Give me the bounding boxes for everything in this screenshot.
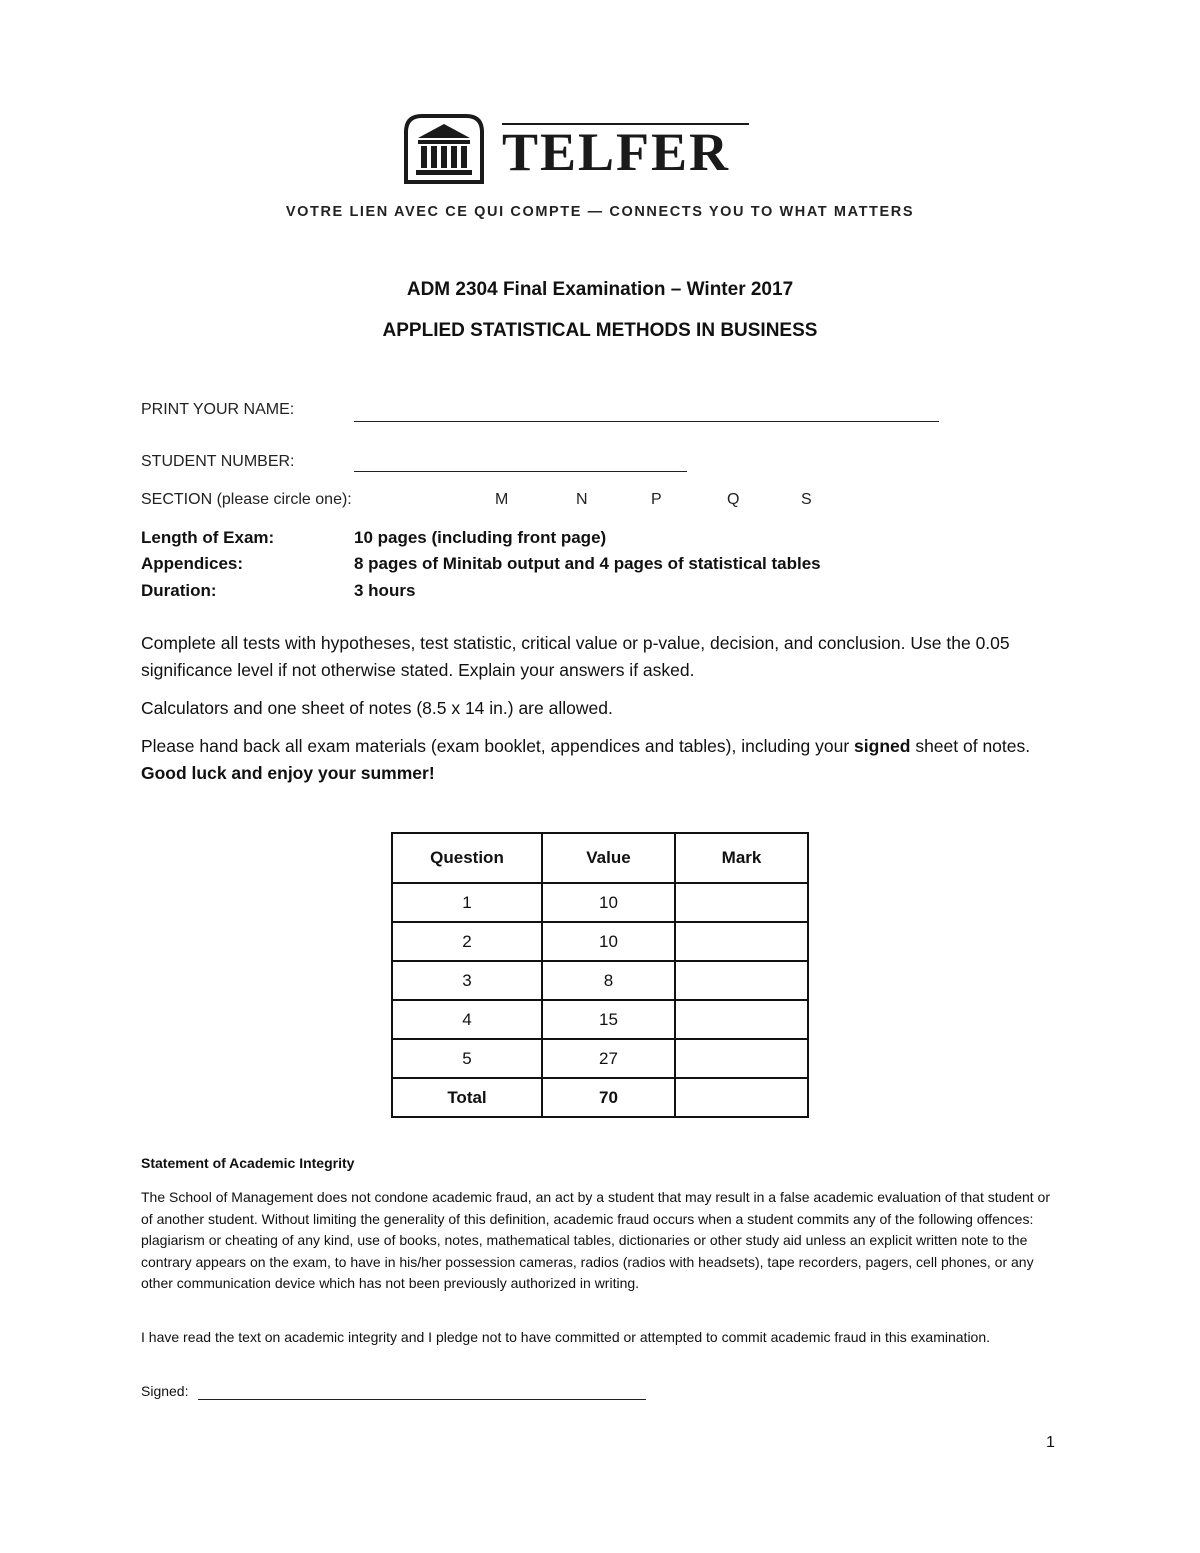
table-row: [392, 1039, 808, 1078]
name-field[interactable]: [354, 421, 939, 422]
integrity-paragraph-2: I have read the text on academic integrity and I pledge not to have committed or attempted to commit academic fraud in this examination.: [141, 1329, 991, 1345]
header-question: Question: [392, 833, 542, 883]
cell-mark[interactable]: [675, 961, 808, 1000]
name-label: PRINT YOUR NAME:: [141, 401, 295, 418]
integrity-title: Statement of Academic Integrity: [141, 1155, 355, 1171]
integrity-paragraph-1: The School of Management does not condone academic fraud, an act by a student that may result in a false academic evaluation of that student or of another student. Without limiting the generality of this definition, academic fraud occurs when a student commits any of the following offences: plagiarism or cheating of any kind, use of books, notes, mathematical tables, dictionaries or other study aid unless an explicit written note to the contrary appears on the exam, to have in his/her possession cameras, radios (radios with headsets), tape recorders, pagers, cell phones, or any other communication device which has not been previously authorized in writing.: [141, 1189, 1050, 1291]
cell-total-value: 70: [542, 1078, 675, 1117]
tagline-text: VOTRE LIEN AVEC CE QUI COMPTE — CONNECTS YOU TO WHAT MATTERS: [285, 204, 915, 220]
signature-field[interactable]: [198, 1399, 646, 1400]
cell-question: 1: [392, 883, 542, 922]
info-appendices-value: 8 pages of Minitab output and 4 pages of statistical tables: [354, 554, 821, 573]
instructions-good-luck: Good luck and enjoy your summer!: [141, 763, 435, 783]
marks-table: [391, 832, 809, 1118]
table-row: [392, 922, 808, 961]
info-length-value: 10 pages (including front page): [354, 528, 607, 547]
section-option-q[interactable]: Q: [727, 491, 740, 508]
instructions-signed: signed: [854, 736, 911, 756]
cell-mark[interactable]: [675, 922, 808, 961]
info-length-key: Length of Exam:: [141, 528, 275, 547]
course-title: APPLIED STATISTICAL METHODS IN BUSINESS: [382, 320, 818, 341]
tagline: [0, 204, 1146, 220]
section-option-m[interactable]: M: [495, 491, 509, 508]
cell-total-label: Total: [392, 1078, 542, 1117]
signed-label: Signed:: [141, 1383, 189, 1399]
instructions-paragraph-3: [141, 733, 1071, 787]
table-row: [392, 883, 808, 922]
cell-value: 10: [542, 922, 675, 961]
cell-total-mark[interactable]: [675, 1078, 808, 1117]
cell-value: 27: [542, 1039, 675, 1078]
cell-mark[interactable]: [675, 883, 808, 922]
exam-title: ADM 2304 Final Examination – Winter 2017: [406, 279, 794, 300]
table-row: [392, 1000, 808, 1039]
header-mark: Mark: [675, 833, 808, 883]
cell-question: 3: [392, 961, 542, 1000]
header-value: Value: [542, 833, 675, 883]
cell-question: 5: [392, 1039, 542, 1078]
info-duration-value: 3 hours: [354, 581, 416, 600]
section-label: SECTION (please circle one):: [141, 491, 352, 508]
instructions-paragraph-2: Calculators and one sheet of notes (8.5 x 14 in.) are allowed.: [141, 698, 613, 718]
section-option-s[interactable]: S: [801, 491, 812, 508]
student-number-field[interactable]: [354, 471, 687, 472]
info-duration-key: Duration:: [141, 581, 217, 600]
cell-value: 8: [542, 961, 675, 1000]
cell-value: 10: [542, 883, 675, 922]
cell-mark[interactable]: [675, 1000, 808, 1039]
cell-value: 15: [542, 1000, 675, 1039]
page-number: 1: [1046, 1434, 1055, 1451]
logo-wordmark: TELFER: [502, 122, 731, 182]
section-option-n[interactable]: N: [576, 491, 588, 508]
table-total-row: [392, 1078, 808, 1117]
student-number-label: STUDENT NUMBER:: [141, 453, 295, 470]
section-option-p[interactable]: P: [651, 491, 662, 508]
cell-mark[interactable]: [675, 1039, 808, 1078]
cell-question: 4: [392, 1000, 542, 1039]
table-row: [392, 961, 808, 1000]
info-appendices-key: Appendices:: [141, 554, 244, 573]
instructions-paragraph-1: Complete all tests with hypotheses, test statistic, critical value or p-value, decision, and conclusion. Use the 0.05 significance level if not otherwise stated. Explain your answers if asked.: [141, 633, 1010, 680]
cell-question: 2: [392, 922, 542, 961]
instructions-text: Please hand back all exam materials (exam booklet, appendices and tables), including your: [141, 736, 855, 756]
instructions-text-2: sheet of notes.: [910, 736, 1031, 756]
table-header-row: [392, 833, 808, 883]
